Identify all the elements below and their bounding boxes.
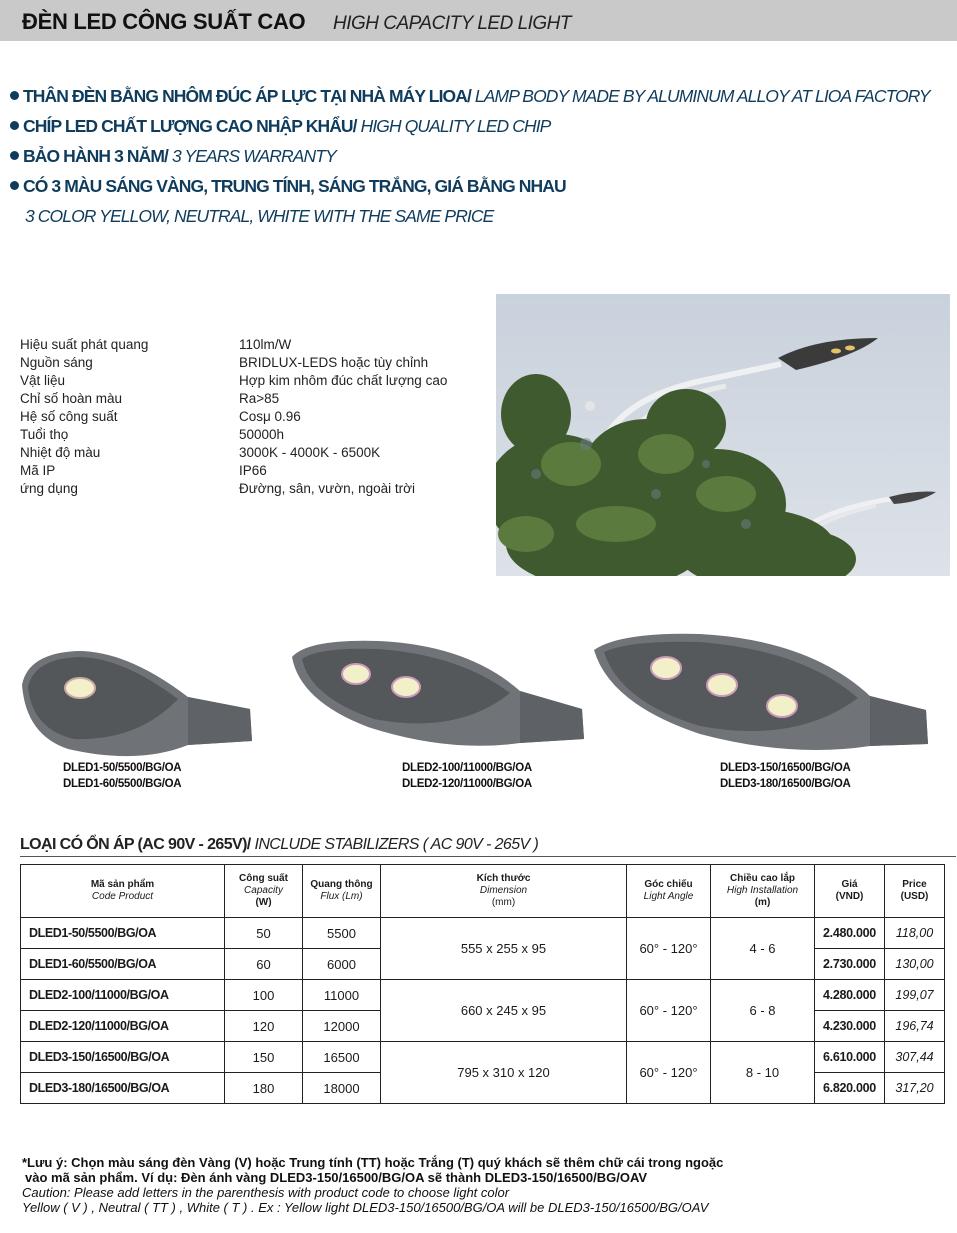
title-en: HIGH CAPACITY LED LIGHT	[333, 13, 572, 34]
bullet-dot-icon	[10, 151, 19, 160]
spec-row: Hiệu suất phát quang 110lm/W	[20, 337, 292, 352]
notes	[22, 1155, 942, 1215]
bullet-dot-icon	[10, 181, 19, 190]
spec-row: Mã IP IP66	[20, 463, 267, 478]
spec-row: Nguồn sáng BRIDLUX-LEDS hoặc tùy chỉnh	[20, 355, 429, 370]
feature-list	[10, 86, 955, 236]
spec-row: Tuổi thọ 50000h	[20, 427, 285, 442]
feature-item: THÂN ĐÈN BẰNG NHÔM ĐÚC ÁP LỰC TẠI NHÀ MÁY LIOA/ LAMP BODY MADE BY ALUMINUM ALLOY AT LIOA FACTORY	[10, 86, 955, 116]
note-vi-line-1: *Lưu ý: Chọn màu sáng đèn Vàng (V) hoặc Trung tính (TT) hoặc Trắng (T) quý khách sẽ thêm chữ cái trong ngoặc	[22, 1155, 724, 1170]
title-vi: ĐÈN LED CÔNG SUẤT CAO	[22, 9, 306, 34]
feature-item: CHÍP LED CHẤT LƯỢNG CAO NHẬP KHẨU/ HIGH QUALITY LED CHIP	[10, 116, 955, 146]
lamp-3-labels: DLED3-150/16500/BG/OA DLED3-180/16500/BG/OA	[720, 762, 851, 790]
spec-list	[20, 337, 490, 499]
price-table	[20, 864, 945, 1104]
col-header-usd: Price (USD)	[885, 865, 945, 918]
page-header	[0, 0, 957, 41]
bullet-dot-icon	[10, 91, 19, 100]
table-row: DLED1-60/5500/BG/OA 60 6000 2.730.000 130,00	[21, 949, 945, 980]
spec-row: Vật liệu Hợp kim nhôm đúc chất lượng cao	[20, 373, 448, 388]
streetlight-photo-image	[496, 294, 950, 576]
section-title: LOẠI CÓ ỔN ÁP (AC 90V - 265V)/ INCLUDE STABILIZERS ( AC 90V - 265V )	[20, 836, 539, 853]
lamp-1-labels: DLED1-50/5500/BG/OA DLED1-60/5500/BG/OA	[63, 762, 182, 790]
table-row: DLED2-120/11000/BG/OA 120 12000 4.230.000 196,74	[21, 1011, 945, 1042]
col-header-height: Chiều cao lắp High Installation (m)	[711, 865, 815, 918]
section-divider	[20, 856, 956, 857]
table-row: DLED3-180/16500/BG/OA 180 18000 6.820.000 317,20	[21, 1073, 945, 1104]
table-header-row	[21, 865, 945, 918]
bullet-dot-icon	[10, 121, 19, 130]
table-row: DLED1-50/5500/BG/OA 50 5500 555 x 255 x 95 60° - 120° 4 - 6 2.480.000 118,00	[21, 918, 945, 949]
spec-row: Chỉ số hoàn màu Ra>85	[20, 391, 280, 406]
col-header-vnd: Giá (VND)	[815, 865, 885, 918]
table-row: DLED2-100/11000/BG/OA 100 11000 660 x 245 x 95 60° - 120° 6 - 8 4.280.000 199,07	[21, 980, 945, 1011]
lamp-gallery	[0, 620, 957, 800]
note-en-line-1: Caution: Please add letters in the parenthesis with product code to choose light color	[22, 1185, 510, 1200]
note-vi-line-2: vào mã sản phẩm. Ví dụ: Đèn ánh vàng DLED3-150/16500/BG/OA sẽ thành DLED3-150/16500/BG/OAV	[25, 1170, 648, 1185]
spec-row: Nhiệt độ màu 3000K - 4000K - 6500K	[20, 445, 381, 460]
col-header-flux: Quang thông Flux (Lm)	[303, 865, 381, 918]
col-header-capacity: Công suất Capacity (W)	[225, 865, 303, 918]
lamp-1-image	[18, 645, 258, 765]
feature-sub: 3 COLOR YELLOW, NEUTRAL, WHITE WITH THE SAME PRICE	[25, 206, 494, 226]
col-header-angle: Góc chiếu Light Angle	[627, 865, 711, 918]
note-en-line-2: Yellow ( V ) , Neutral ( TT ) , White ( T ) . Ex : Yellow light DLED3-150/16500/BG/OA will be DLED3-150/16500/BG/OAV	[22, 1200, 709, 1215]
spec-row: ứng dụng Đường, sân, vườn, ngoài trời	[20, 481, 415, 496]
col-header-dimension: Kích thước Dimension (mm)	[381, 865, 627, 918]
streetlight-photo	[496, 294, 950, 576]
lamp-2-image	[288, 635, 588, 750]
lamp-2-labels: DLED2-100/11000/BG/OA DLED2-120/11000/BG/OA	[402, 762, 532, 790]
col-header-code: Mã sản phẩm Code Product	[21, 865, 225, 918]
table-row: DLED3-150/16500/BG/OA 150 16500 795 x 310 x 120 60° - 120° 8 - 10 6.610.000 307,44	[21, 1042, 945, 1073]
feature-item: BẢO HÀNH 3 NĂM/ 3 YEARS WARRANTY	[10, 146, 955, 176]
spec-row: Hệ số công suất Cosμ 0.96	[20, 409, 301, 424]
lamp-3-image	[590, 630, 940, 760]
feature-item: CÓ 3 MÀU SÁNG VÀNG, TRUNG TÍNH, SÁNG TRẮNG, GIÁ BẰNG NHAU	[10, 176, 955, 206]
